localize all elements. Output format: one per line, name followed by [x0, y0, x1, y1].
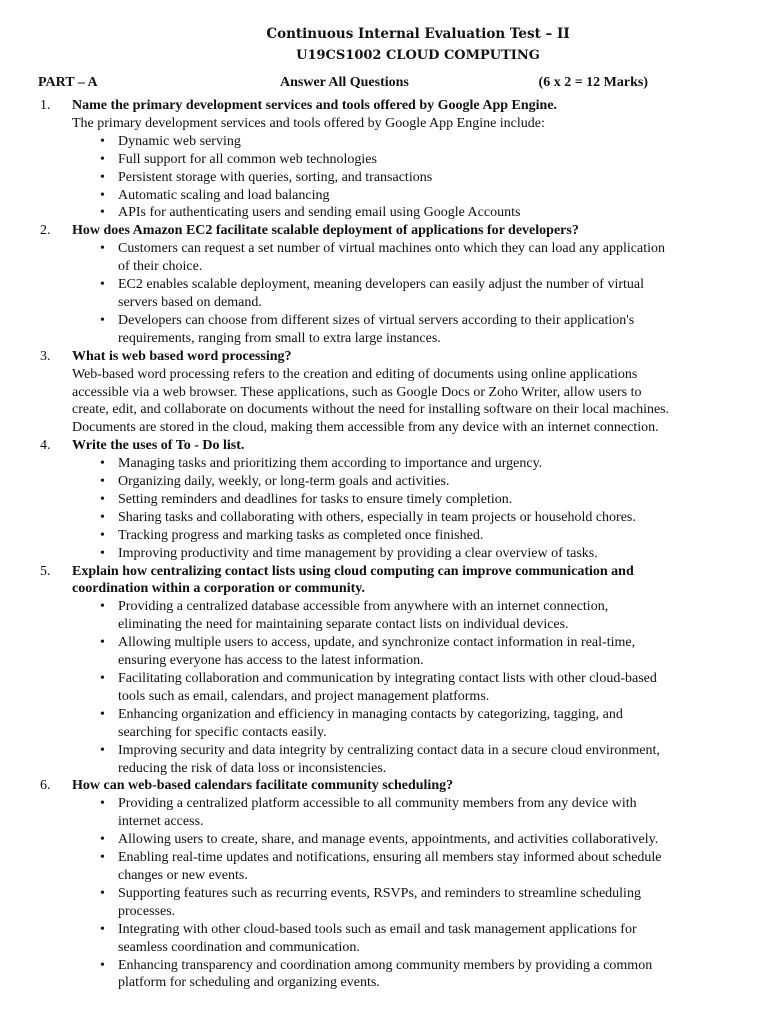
list-item: • Full support for all common web technologies	[38, 151, 673, 169]
list-item: • Allowing multiple users to access, update, and synchronize contact information in real-time, ensuring everyone has access to the latest information.	[38, 634, 673, 670]
answer-list	[72, 455, 678, 562]
list-item: • EC2 enables scalable deployment, meaning developers can easily adjust the number of virtual servers based on demand.	[38, 276, 673, 312]
list-item: • Improving productivity and time management by providing a clear overview of tasks.	[38, 545, 673, 563]
part-label: PART – A	[38, 75, 98, 90]
list-item: • Developers can choose from different sizes of virtual servers according to their application's requirements, ranging from small to extra large instances.	[38, 312, 673, 348]
answer-list	[72, 240, 678, 347]
question-6	[38, 777, 678, 992]
question-2	[38, 222, 678, 347]
answer-list	[72, 598, 678, 777]
question-number: 6.	[40, 778, 51, 794]
list-item: • Persistent storage with queries, sorting, and transactions	[38, 169, 673, 187]
question-title: Write the uses of To - Do list.	[72, 438, 245, 454]
answer-text: The primary development services and tools offered by Google App Engine include:	[72, 115, 545, 131]
question-number: 2.	[40, 223, 51, 239]
question-number: 4.	[40, 438, 51, 454]
list-item: • Enabling real-time updates and notifications, ensuring all members stay informed about schedule changes or new events.	[38, 849, 673, 885]
question-3	[38, 348, 678, 438]
question-number: 3.	[40, 348, 51, 364]
list-item: • Enhancing transparency and coordination among community members by providing a common platform for scheduling and organizing events.	[38, 957, 673, 993]
list-item: • Integrating with other cloud-based tools such as email and task management applications for seamless coordination and communication.	[38, 921, 673, 957]
list-item: • Allowing users to create, share, and manage events, appointments, and activities collaboratively.	[38, 831, 673, 849]
list-item: • Supporting features such as recurring events, RSVPs, and reminders to streamline scheduling processes.	[38, 885, 673, 921]
list-item: • Sharing tasks and collaborating with others, especially in team projects or household chores.	[38, 509, 673, 527]
list-item: • Providing a centralized database accessible from anywhere with an internet connection, eliminating the need for maintaining separate contact lists on individual devices.	[38, 598, 673, 634]
list-item: • APIs for authenticating users and sending email using Google Accounts	[38, 204, 673, 222]
question-title: What is web based word processing?	[72, 348, 292, 364]
question-5	[38, 563, 678, 778]
list-item: • Improving security and data integrity by centralizing contact data in a secure cloud environment, reducing the risk of data loss or inconsistencies.	[38, 742, 673, 778]
list-item: • Enhancing organization and efficiency in managing contacts by categorizing, tagging, and searching for specific contacts easily.	[38, 706, 673, 742]
list-item: • Managing tasks and prioritizing them according to importance and urgency.	[38, 455, 673, 473]
document-title: Continuous Internal Evaluation Test – II	[266, 26, 570, 42]
list-item: • Organizing daily, weekly, or long-term goals and activities.	[38, 473, 673, 491]
course-title: U19CS1002 CLOUD COMPUTING	[296, 48, 540, 63]
list-item: • Tracking progress and marking tasks as completed once finished.	[38, 527, 673, 545]
question-title: Explain how centralizing contact lists using cloud computing can improve communication and coordination within a corporation or community.	[72, 563, 634, 597]
question-number: 5.	[40, 563, 51, 579]
answer-text: Web-based word processing refers to the creation and editing of documents using online applications accessible via a web browser. These applications, such as Google Docs or Zoho Writer, allow users to create, edit, and collaborate on documents without the need for installing software on their local machines. Documents are stored in the cloud, making them accessible from any device with an internet connection.	[72, 366, 670, 436]
list-item: • Dynamic web serving	[38, 133, 673, 151]
list-item: • Customers can request a set number of virtual machines onto which they can load any application of their choice.	[38, 240, 673, 276]
list-item: • Setting reminders and deadlines for tasks to ensure timely completion.	[38, 491, 673, 509]
instruction: Answer All Questions	[280, 75, 409, 90]
answer-list	[72, 133, 678, 223]
question-title: How does Amazon EC2 facilitate scalable deployment of applications for developers?	[72, 223, 579, 239]
question-number: 1.	[40, 98, 51, 113]
list-item: • Facilitating collaboration and communication by integrating contact lists with other cloud-based tools such as email, calendars, and project management platforms.	[38, 670, 673, 706]
list-item: • Automatic scaling and load balancing	[38, 187, 673, 205]
marks: (6 x 2 = 12 Marks)	[538, 75, 648, 90]
list-item: • Providing a centralized platform accessible to all community members from any device with internet access.	[38, 795, 673, 831]
answer-list	[72, 795, 678, 992]
questions-list	[38, 97, 678, 992]
question-title: Name the primary development services and tools offered by Google App Engine.	[72, 98, 558, 113]
question-1	[38, 97, 678, 222]
question-title: How can web-based calendars facilitate community scheduling?	[72, 778, 454, 794]
question-4	[38, 437, 678, 562]
